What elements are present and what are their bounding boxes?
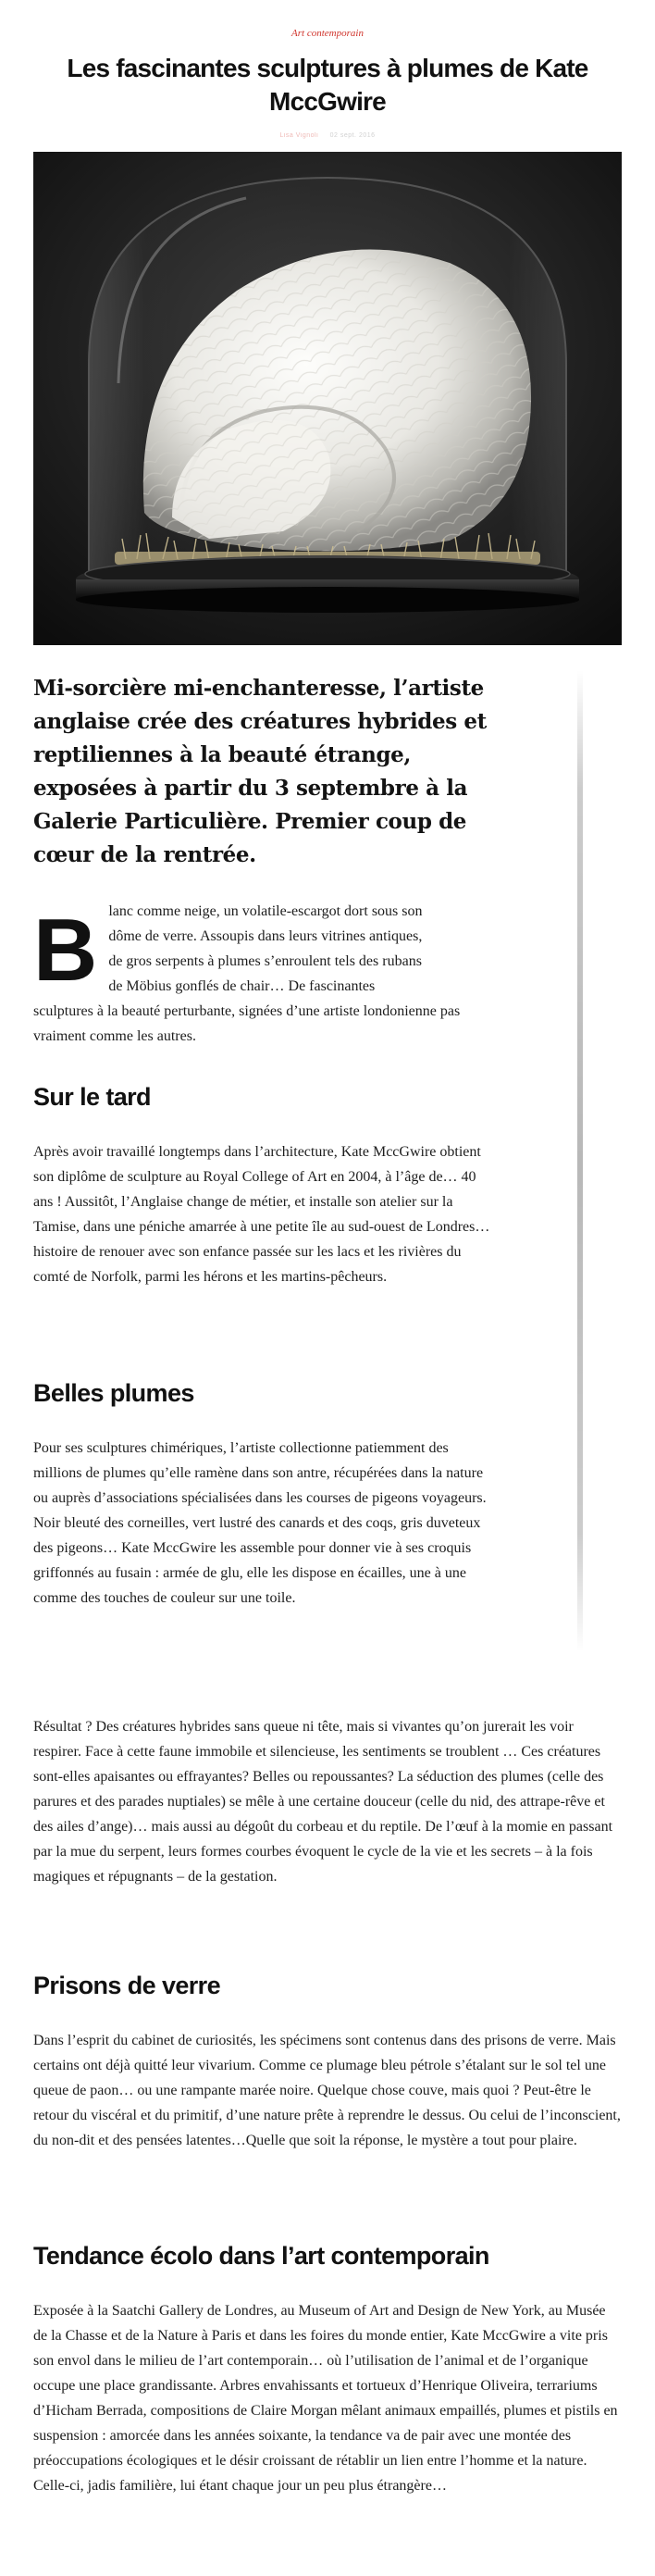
feather-sculpture-illustration (33, 152, 622, 645)
section-paragraph: Pour ses sculptures chimériques, l’artiste collectionne patiemment des millions de plumes qu’elle ramène dans son antre, récupérées dans la nature ou auprès d’associations spécialisées dans les courses de pigeons voyageurs. Noir bleuté des corneilles, vert lustré des canards et des coqs, gris duveteux des pigeons… Kate MccGwire les assemble pour donner vie à ses croquis griffonnés au fusain : armée de glu, elle les dispose en écailles, une à une comme des touches de couleur sur une toile. (33, 1440, 487, 1606)
intro-line: de gros serpents à plumes s’enroulent tels des rubans (108, 953, 422, 969)
article-title: Les fascinantes sculptures à plumes de Kate MccGwire (67, 54, 588, 116)
byline (0, 132, 655, 139)
section-title: Sur le tard (33, 1083, 151, 1111)
section-paragraph: Résultat ? Des créatures hybrides sans queue ni tête, mais si vivantes qu’on jurerait les voir respirer. Face à cette faune immobile et silencieuse, les sentiments se troublent … Ces créatures sont-elles apaisantes ou effrayantes? Belles ou repoussantes? La séduction des plumes (celle des parures et des parades nuptiales) se mêle à une certaine douceur (celle du nid, des attrape-rêve et des ailes d’ange)… mais aussi au dégoût du corbeau et du reptile. De l’œuf à la momie en passant par la mue du serpent, leurs formes courbes évoquent le cycle de la vie et les secrets – à la fois magiques et répugnants – de la gestation. (33, 1719, 613, 1885)
intro-line: lanc comme neige, un volatile-escargot dort sous son (108, 903, 423, 919)
intro-line: de Möbius gonflés de chair… De fascinantes (108, 978, 376, 994)
author-name[interactable]: Lisa Vignoli (279, 132, 319, 139)
publish-date: 02 sept. 2016 (329, 132, 376, 139)
section-paragraph: Après avoir travaillé longtemps dans l’architecture, Kate MccGwire obtient son diplôme de sculpture au Royal College of Art en 2004, à l’âge de… 40 ans ! Aussitôt, l’Anglaise change de métier, et installe son atelier sur la Tamise, dans une péniche amarrée à une petite île au sud-ouest de Londres… histoire de renouer avec son enfance passée sur les lacs et les rivières du comté de Norfolk, parmi les hérons et les martins-pêcheurs. (33, 1144, 490, 1285)
drop-cap: B (33, 901, 98, 1000)
intro-paragraph (33, 899, 496, 1049)
intro-line: dôme de verre. Assoupis dans leurs vitrines antiques, (108, 928, 423, 944)
section-title: Prisons de verre (33, 1972, 221, 1999)
category-label[interactable]: Art contemporain (291, 28, 364, 39)
hero-image (33, 152, 622, 645)
section-title: Belles plumes (33, 1379, 194, 1407)
lead-side-rule (577, 670, 583, 1651)
intro-rest: sculptures à la beauté perturbante, signées d’une artiste londonienne pas vraiment comme les autres. (33, 1003, 461, 1044)
section-title: Tendance écolo dans l’art contemporain (33, 2242, 489, 2270)
article-lead: Mi-sorcière mi-enchanteresse, l’artiste anglaise crée des créatures hybrides et reptiliennes à la beauté étrange, exposées à partir du 3 septembre à la Galerie Particulière. Premier coup de cœur de la rentrée. (33, 676, 487, 867)
section-paragraph: Exposée à la Saatchi Gallery de Londres, au Museum of Art and Design de New York, au Musée de la Chasse et de la Nature à Paris et dans les foires du monde entier, Kate MccGwire a vite pris son envol dans le milieu de l’art contemporain… où l’utilisation de l’animal et de l’organique occupe une place grandissante. Arbres envahissants et tortueux d’Henrique Oliveira, terrariums d’Hicham Berrada, compositions de Claire Morgan mêlant animaux empaillés, plumes et pistils en suspension : amorcée dans les années soixante, la tendance va de pair avec une montée des préoccupations écologiques et le désir croissant de rétablir un lien entre l’homme et la nature. Celle-ci, jadis familière, lui étant chaque jour un peu plus étrangère… (33, 2303, 618, 2494)
section-paragraph: Dans l’esprit du cabinet de curiosités, les spécimens sont contenus dans des prisons de verre. Mais certains ont déjà quitté leur vivarium. Comme ce plumage bleu pétrole s’étalant sur le sol tel une queue de paon… ou une rampante marée noire. Quelque chose couve, mais quoi ? Peut-être le retour du viscéral et du primitif, d’une nature prête à reprendre le dessus. Ou celui de l’inconscient, du non-dit et des pensées latentes…Quelle que soit la réponse, le mystère a tout pour plaire. (33, 2033, 621, 2148)
